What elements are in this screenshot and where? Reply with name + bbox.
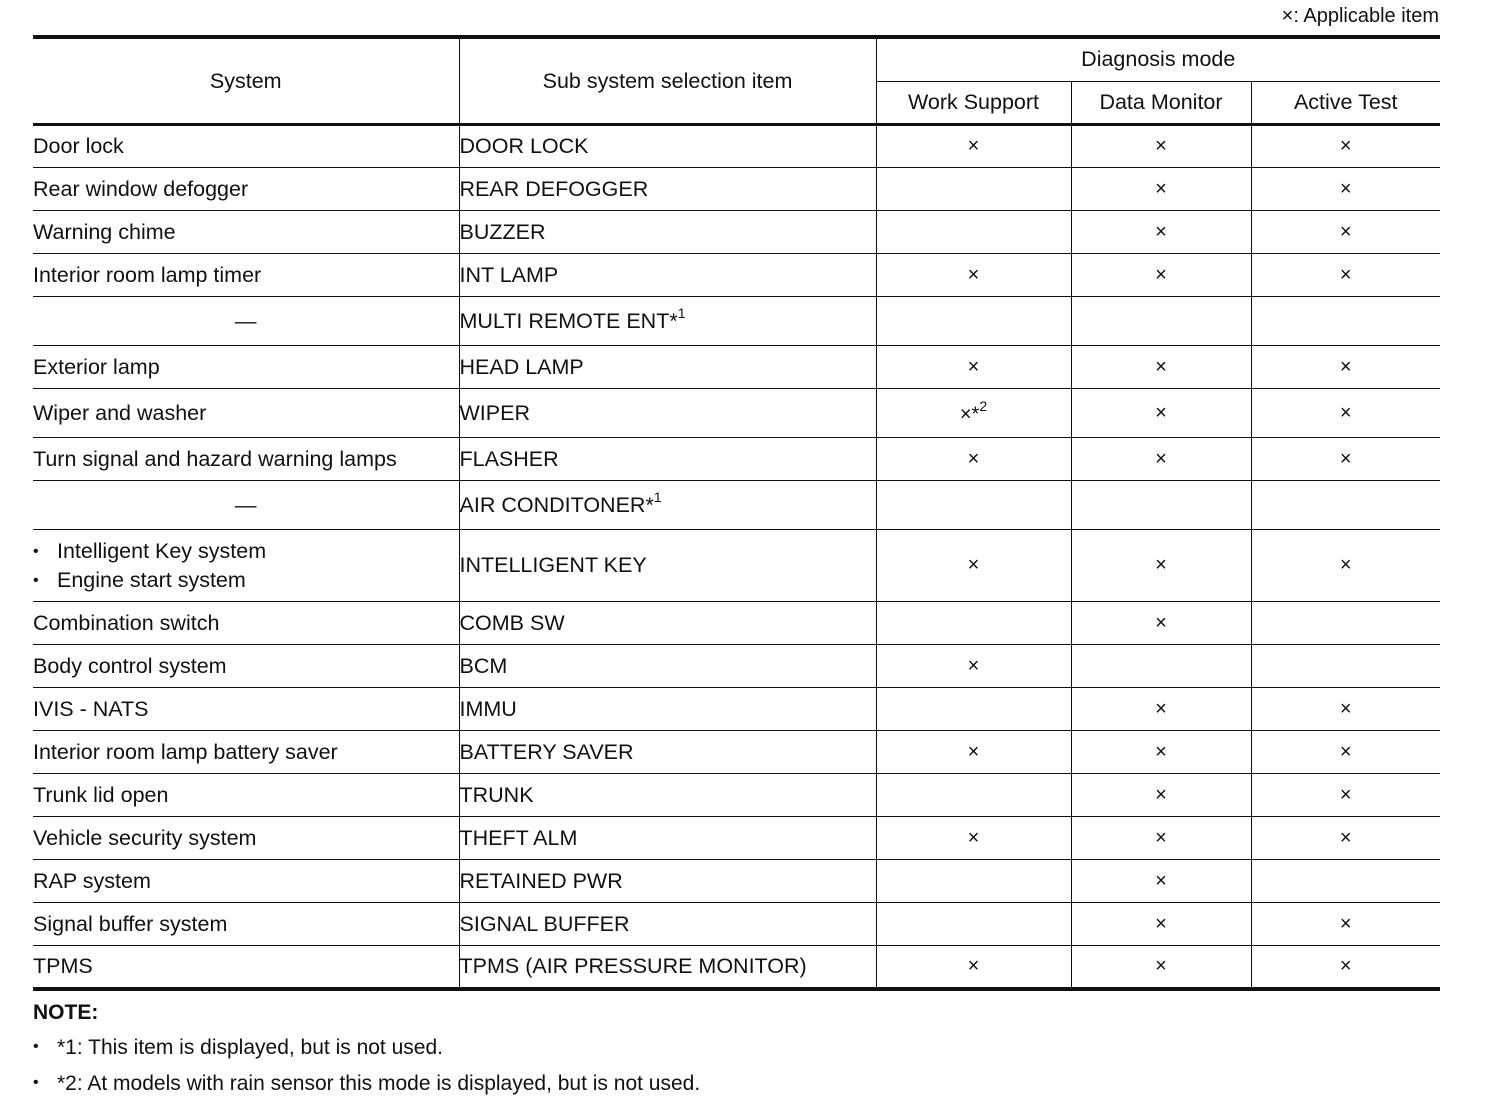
data-monitor-mark: ×: [1071, 688, 1251, 731]
header-work-support: Work Support: [876, 81, 1071, 125]
sub-system-cell: REAR DEFOGGER: [459, 168, 876, 211]
active-test-mark: ×: [1251, 817, 1440, 860]
sub-system-text: AIR CONDITONER*: [459, 493, 654, 518]
note-item: • *2: At models with rain sensor this mode is displayed, but is not used.: [33, 1072, 700, 1108]
sub-system-cell: [459, 297, 876, 346]
system-cell: Wiper and washer: [33, 389, 459, 438]
table-row: [33, 438, 1440, 481]
header-data-monitor: Data Monitor: [1071, 81, 1251, 125]
active-test-mark: ×: [1251, 530, 1440, 602]
work-support-mark: [876, 602, 1071, 645]
table-row: [33, 903, 1440, 946]
data-monitor-mark: ×: [1071, 860, 1251, 903]
table-row: [33, 645, 1440, 688]
system-cell: Interior room lamp timer: [33, 254, 459, 297]
sub-system-cell: BATTERY SAVER: [459, 731, 876, 774]
table-row: [33, 731, 1440, 774]
system-cell: Door lock: [33, 125, 459, 168]
work-support-mark: ×: [876, 254, 1071, 297]
table-row: [33, 297, 1440, 346]
active-test-mark: ×: [1251, 731, 1440, 774]
work-support-mark: ×: [876, 645, 1071, 688]
table-row: [33, 688, 1440, 731]
work-support-mark: [876, 774, 1071, 817]
data-monitor-mark: ×: [1071, 168, 1251, 211]
sub-system-text: MULTI REMOTE ENT*: [459, 309, 678, 334]
data-monitor-mark: ×: [1071, 254, 1251, 297]
active-test-mark: ×: [1251, 389, 1440, 438]
active-test-mark: ×: [1251, 946, 1440, 989]
system-cell: [33, 530, 459, 602]
table-row: [33, 602, 1440, 645]
header-system: System: [33, 37, 459, 125]
sub-system-cell: SIGNAL BUFFER: [459, 903, 876, 946]
table-row: [33, 860, 1440, 903]
system-cell: Rear window defogger: [33, 168, 459, 211]
data-monitor-mark: ×: [1071, 211, 1251, 254]
work-support-mark: [876, 168, 1071, 211]
table-row: [33, 346, 1440, 389]
system-cell: TPMS: [33, 946, 459, 989]
table-row: [33, 254, 1440, 297]
table-row: [33, 946, 1440, 989]
footnote-marker: 2: [979, 397, 988, 414]
active-test-mark: ×: [1251, 168, 1440, 211]
sub-system-cell: HEAD LAMP: [459, 346, 876, 389]
active-test-mark: ×: [1251, 211, 1440, 254]
work-support-mark: ×: [876, 346, 1071, 389]
data-monitor-mark: ×: [1071, 602, 1251, 645]
table-row: [33, 481, 1440, 530]
work-support-mark: [876, 389, 1071, 438]
table-row: [33, 211, 1440, 254]
table-row: [33, 389, 1440, 438]
system-cell: —: [33, 481, 459, 530]
system-cell: Body control system: [33, 645, 459, 688]
header-diagnosis-mode: Diagnosis mode: [876, 37, 1440, 81]
data-monitor-mark: [1071, 481, 1251, 530]
system-bullet-list: [33, 537, 459, 595]
list-item: • Intelligent Key system: [33, 537, 459, 566]
active-test-mark: ×: [1251, 688, 1440, 731]
work-support-mark: ×: [876, 731, 1071, 774]
sub-system-cell: TRUNK: [459, 774, 876, 817]
note-item: • *1: This item is displayed, but is not used.: [33, 1036, 700, 1072]
work-support-mark: ×: [876, 817, 1071, 860]
table-row: [33, 774, 1440, 817]
active-test-mark: ×: [1251, 346, 1440, 389]
sub-system-cell: FLASHER: [459, 438, 876, 481]
note-title: NOTE:: [33, 1001, 99, 1024]
sub-system-cell: TPMS (AIR PRESSURE MONITOR): [459, 946, 876, 989]
active-test-mark: [1251, 297, 1440, 346]
data-monitor-mark: ×: [1071, 817, 1251, 860]
data-monitor-mark: ×: [1071, 389, 1251, 438]
system-cell: Turn signal and hazard warning lamps: [33, 438, 459, 481]
data-monitor-mark: [1071, 645, 1251, 688]
active-test-mark: ×: [1251, 254, 1440, 297]
work-support-mark: ×: [876, 438, 1071, 481]
sub-system-cell: INTELLIGENT KEY: [459, 530, 876, 602]
diagnosis-mode-table: [33, 35, 1440, 991]
applicable-item-legend: ×: Applicable item: [1281, 5, 1439, 27]
sub-system-cell: THEFT ALM: [459, 817, 876, 860]
table-row: [33, 530, 1440, 602]
work-support-mark: ×: [876, 125, 1071, 168]
active-test-mark: [1251, 602, 1440, 645]
table-row: [33, 817, 1440, 860]
system-cell: Exterior lamp: [33, 346, 459, 389]
footnote-marker: 1: [677, 305, 686, 322]
system-cell: Trunk lid open: [33, 774, 459, 817]
active-test-mark: ×: [1251, 125, 1440, 168]
work-support-mark: [876, 688, 1071, 731]
data-monitor-mark: ×: [1071, 903, 1251, 946]
work-support-mark: [876, 903, 1071, 946]
data-monitor-mark: ×: [1071, 125, 1251, 168]
system-cell: Warning chime: [33, 211, 459, 254]
sub-system-cell: WIPER: [459, 389, 876, 438]
active-test-mark: [1251, 481, 1440, 530]
header-sub-system: Sub system selection item: [459, 37, 876, 125]
work-support-mark: [876, 481, 1071, 530]
table-row: [33, 125, 1440, 168]
work-support-mark: [876, 860, 1071, 903]
mark-text: ×*: [959, 403, 980, 426]
active-test-mark: ×: [1251, 438, 1440, 481]
note-list: [33, 1036, 700, 1108]
sub-system-cell: COMB SW: [459, 602, 876, 645]
sub-system-cell: IMMU: [459, 688, 876, 731]
data-monitor-mark: ×: [1071, 346, 1251, 389]
table-row: [33, 168, 1440, 211]
sub-system-cell: DOOR LOCK: [459, 125, 876, 168]
system-cell: IVIS - NATS: [33, 688, 459, 731]
system-cell: Vehicle security system: [33, 817, 459, 860]
active-test-mark: ×: [1251, 774, 1440, 817]
data-monitor-mark: [1071, 297, 1251, 346]
system-cell: Combination switch: [33, 602, 459, 645]
data-monitor-mark: ×: [1071, 530, 1251, 602]
sub-system-cell: BUZZER: [459, 211, 876, 254]
system-cell: Interior room lamp battery saver: [33, 731, 459, 774]
sub-system-cell: [459, 481, 876, 530]
work-support-mark: ×: [876, 946, 1071, 989]
work-support-mark: [876, 297, 1071, 346]
work-support-mark: [876, 211, 1071, 254]
system-cell: RAP system: [33, 860, 459, 903]
data-monitor-mark: ×: [1071, 438, 1251, 481]
sub-system-cell: RETAINED PWR: [459, 860, 876, 903]
active-test-mark: [1251, 860, 1440, 903]
system-cell: —: [33, 297, 459, 346]
active-test-mark: ×: [1251, 903, 1440, 946]
sub-system-cell: BCM: [459, 645, 876, 688]
footnote-marker: 1: [653, 489, 662, 506]
active-test-mark: [1251, 645, 1440, 688]
header-active-test: Active Test: [1251, 81, 1440, 125]
system-cell: Signal buffer system: [33, 903, 459, 946]
list-item: • Engine start system: [33, 566, 459, 595]
work-support-mark: ×: [876, 530, 1071, 602]
data-monitor-mark: ×: [1071, 946, 1251, 989]
data-monitor-mark: ×: [1071, 731, 1251, 774]
data-monitor-mark: ×: [1071, 774, 1251, 817]
sub-system-cell: INT LAMP: [459, 254, 876, 297]
